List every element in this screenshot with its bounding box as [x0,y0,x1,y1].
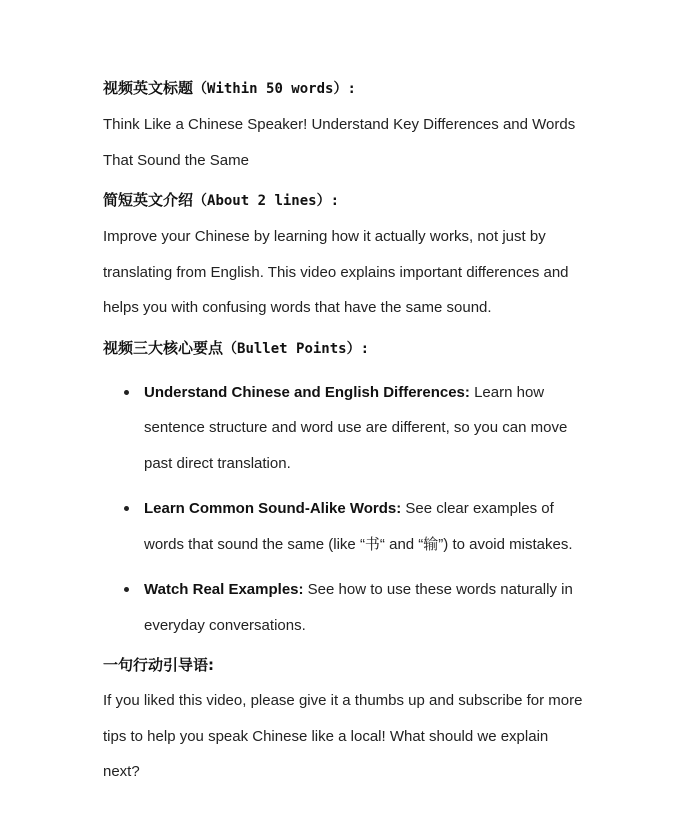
intro-heading-en: （About 2 lines）: [193,193,340,209]
title-heading-en: （Within 50 words）: [193,81,356,97]
bullet-body: Learn how sentence structure and word use are different, so you can move past direct translation. [144,383,568,472]
bullet-dot-icon [124,506,129,511]
bullet-lead: Understand Chinese and English Differences: [144,383,470,401]
points-section-heading [103,336,583,361]
cta-heading-cn: 一句行动引导语: [103,656,214,674]
points-heading-cn: 视频三大核心要点 [103,338,224,357]
bullet-text [144,581,573,634]
intro-heading-cn: 简短英文介绍 [103,191,194,209]
cta-section-heading [103,653,583,677]
bullet-text [144,500,573,553]
bullet-body: See how to use these words naturally in everyday conversations. [144,581,573,634]
bullet-dot-icon [124,587,129,592]
bullet-lead: Learn Common Sound-Alike Words: [144,500,402,517]
title-heading-cn: 视频英文标题 [103,79,194,97]
list-item [103,572,583,643]
intro-text: Improve your Chinese by learning how it actually works, not just by translating from English. This video explains important differences and helps you with confusing words that have the same sound. [103,228,569,316]
intro-section-heading [103,188,583,213]
document-page [103,76,583,790]
bullet-list [103,375,583,644]
bullet-dot-icon [124,390,129,395]
points-heading-en: （Bullet Points）: [223,340,370,357]
list-item [103,375,583,482]
cta-text: If you liked this video, please give it a thumbs up and subscribe for more tips to help you speak Chinese like a local! What should we explain next? [103,692,583,780]
bullet-text [144,384,567,472]
list-item [103,491,583,562]
video-title-text: Think Like a Chinese Speaker! Understand Key Differences and Words That Sound the Same [103,116,576,169]
bullet-lead: Watch Real Examples: [144,581,304,598]
title-section-heading [103,76,583,101]
bullet-body: See clear examples of words that sound the same (like “书“ and “输”) to avoid mistakes. [144,500,573,553]
